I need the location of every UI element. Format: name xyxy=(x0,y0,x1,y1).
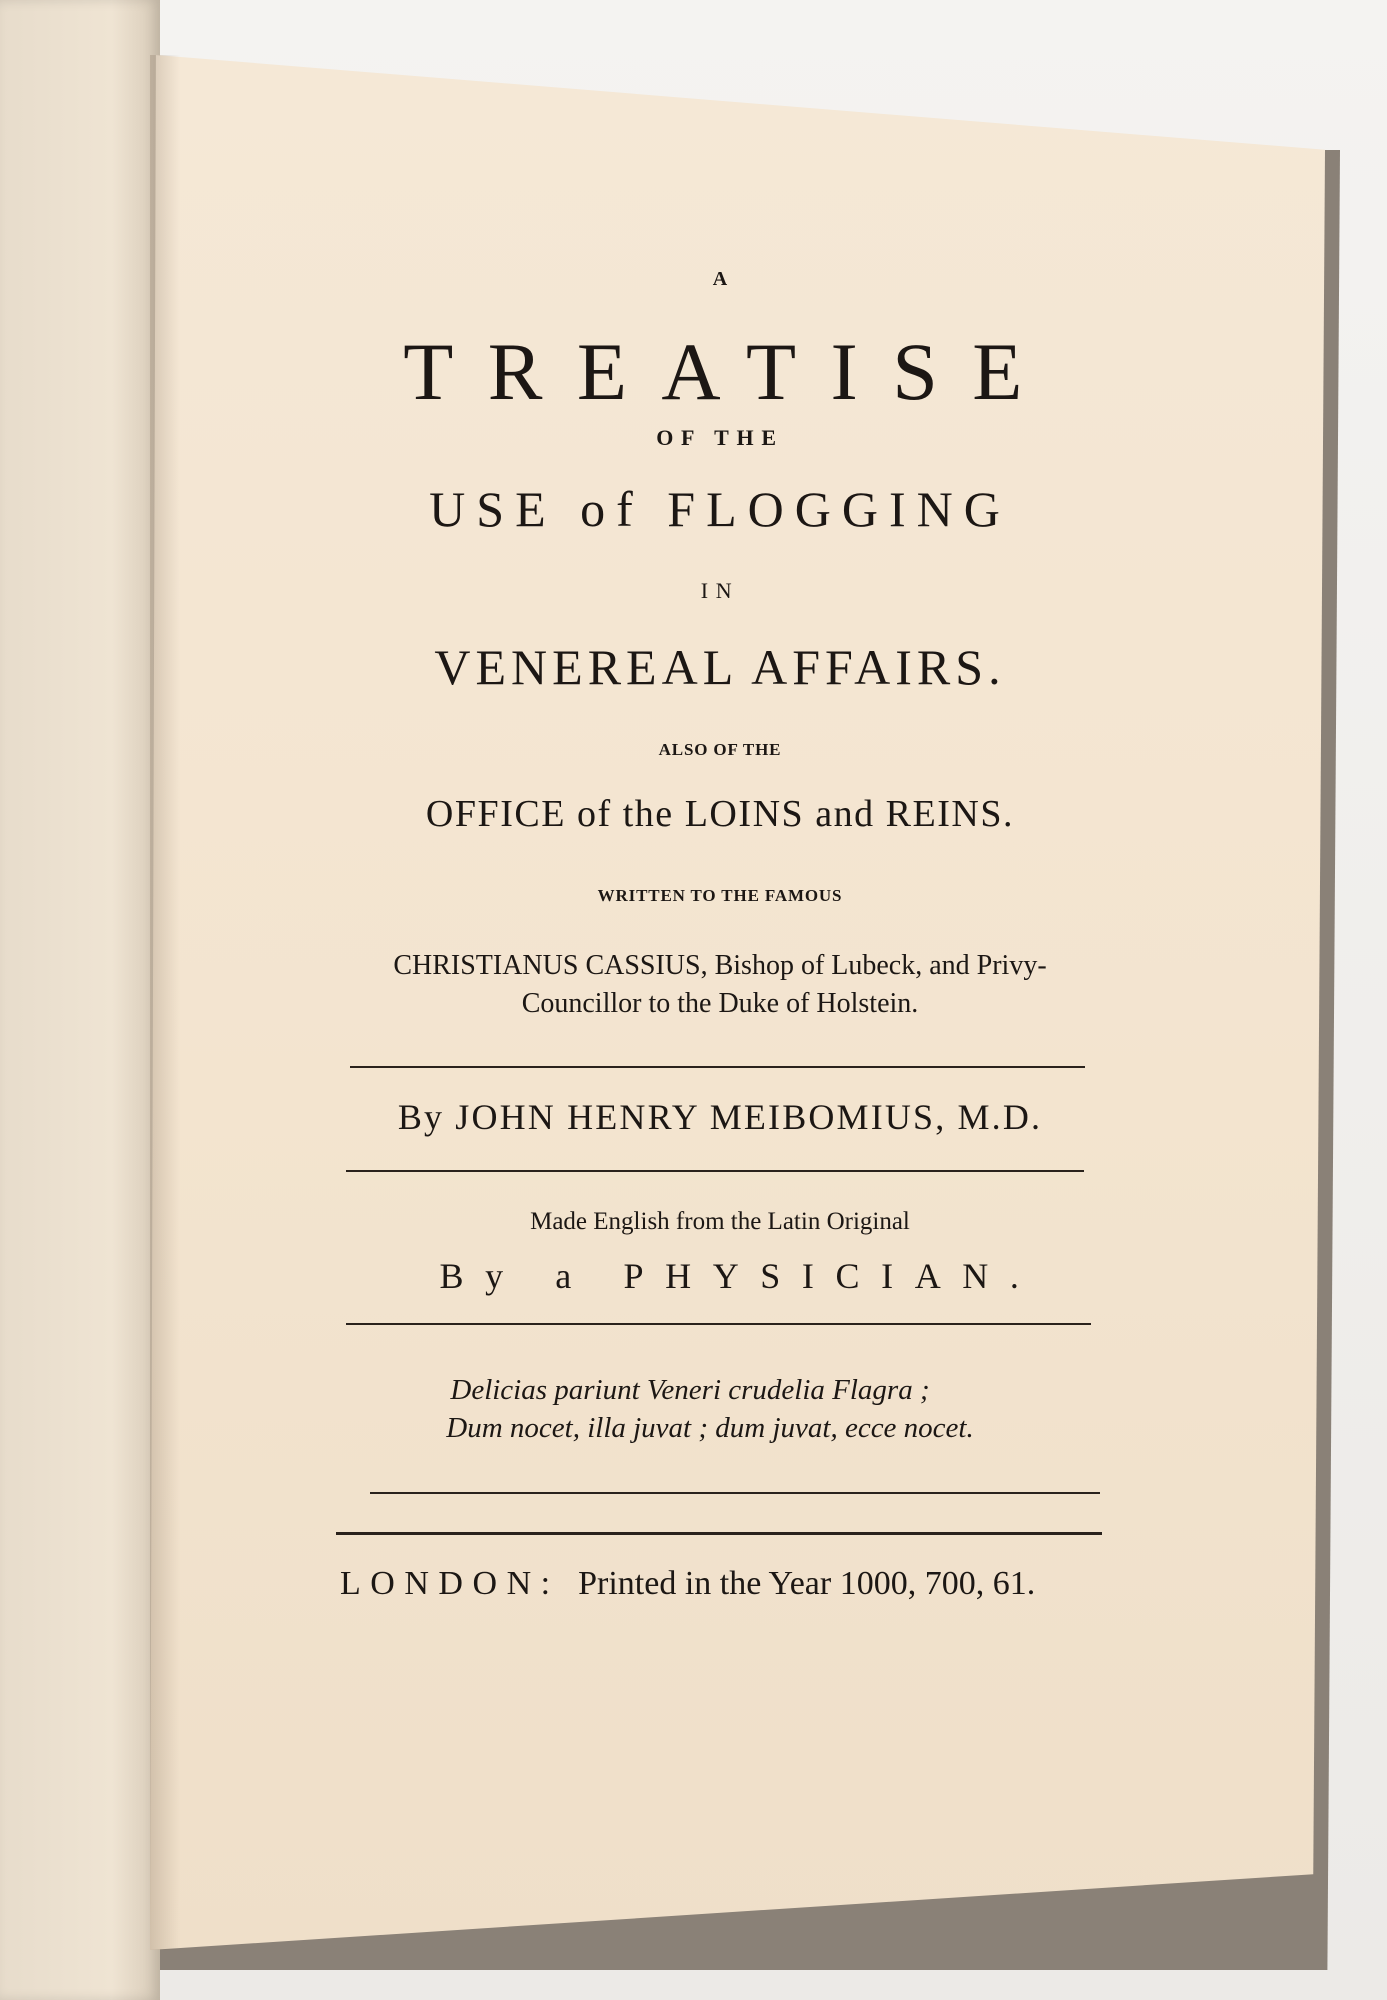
subtitle-office-line: OFFICE of the LOINS and REINS. xyxy=(425,793,1015,835)
dedication-line-2: Councillor to the Duke of Holstein. xyxy=(521,988,919,1019)
title-of-the: OF THE xyxy=(656,425,784,450)
page-gutter-shadow xyxy=(150,55,180,1950)
imprint-city: LONDON: xyxy=(340,1565,560,1602)
motto-line-1: Delicias pariunt Veneri crudelia Flagra ; xyxy=(450,1374,930,1406)
imprint-text: Printed in the Year 1000, 700, 61. xyxy=(578,1565,1036,1602)
title-venereal-affairs: VENEREAL AFFAIRS. xyxy=(434,639,1006,695)
motto-line-2: Dum nocet, illa juvat ; dum juvat, ecce nocet. xyxy=(446,1412,974,1444)
author-line: By JOHN HENRY MEIBOMIUS, M.D. xyxy=(397,1097,1043,1137)
left-page xyxy=(0,0,160,2000)
rule-1 xyxy=(350,1066,1085,1068)
rule-4a xyxy=(370,1492,1100,1494)
title-use-of-flogging: USE of FLOGGING xyxy=(429,481,1011,537)
dedication-line-1: CHRISTIANUS CASSIUS, Bishop of Lubeck, and Privy- xyxy=(393,950,1047,981)
title-in: IN xyxy=(700,578,740,603)
subtitle-also-of-the: ALSO OF THE xyxy=(658,740,782,759)
rule-3 xyxy=(346,1323,1091,1325)
title-article: A xyxy=(712,268,728,290)
rule-2 xyxy=(346,1170,1084,1172)
translation-line: Made English from the Latin Original xyxy=(530,1208,910,1235)
title-main: TREATISE xyxy=(403,326,1057,417)
translator-line: By a PHYSICIAN. xyxy=(439,1256,1041,1296)
dedication-intro: WRITTEN TO THE FAMOUS xyxy=(597,886,843,905)
imprint-line xyxy=(340,1565,1120,1603)
rule-4b xyxy=(336,1532,1102,1535)
